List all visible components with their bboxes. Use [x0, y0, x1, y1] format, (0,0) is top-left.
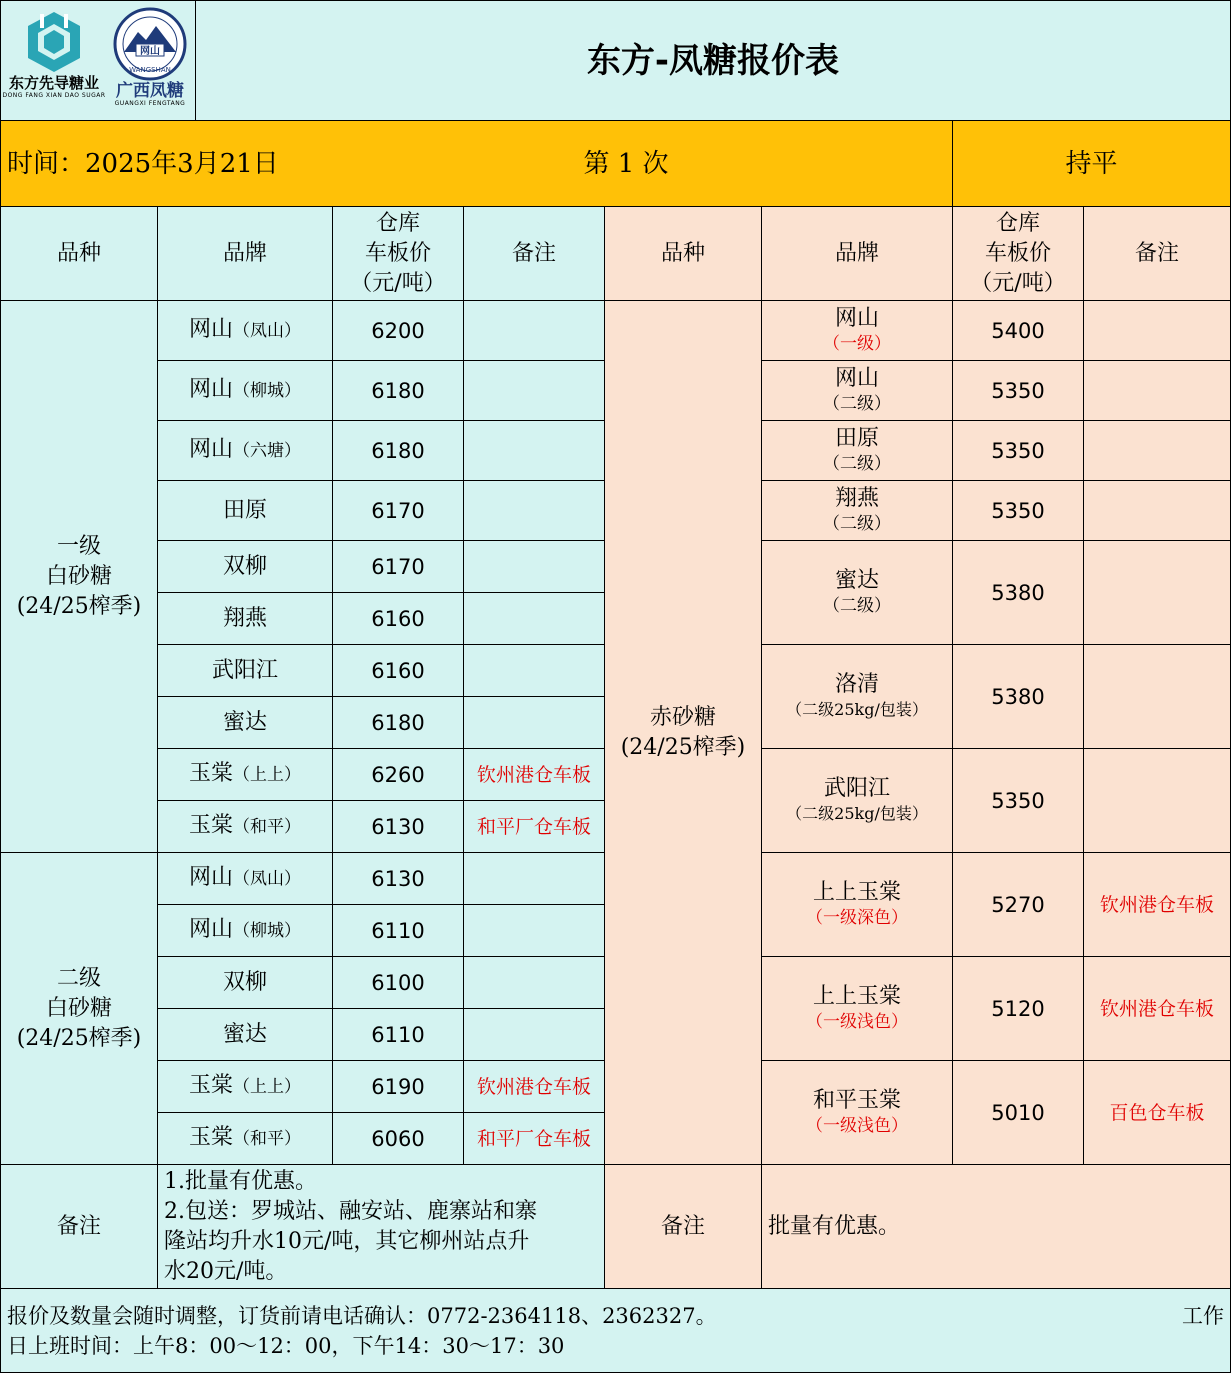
- white-price-cell: 6160: [333, 645, 464, 697]
- white-remark-cell: [464, 361, 605, 421]
- red-brand-name: 田原: [834, 425, 879, 451]
- white-remark-cell: [464, 421, 605, 481]
- white-brand-line: [223, 708, 267, 738]
- red-remark-cell: [1084, 749, 1231, 853]
- red-brand-name: 武阳江: [823, 775, 890, 801]
- white-brand-line: [223, 1020, 267, 1050]
- red-grade-note: （二级）: [823, 595, 891, 616]
- white-brand-line: [189, 315, 301, 346]
- white-price-cell: 6180: [333, 361, 464, 421]
- footer: [0, 1289, 1231, 1373]
- header-variety-left: 品种: [0, 207, 158, 301]
- red-grade-note: （二级25kg/包装）: [786, 803, 928, 823]
- red-remark-cell: [1084, 645, 1231, 749]
- brand-name: 网山: [188, 377, 233, 402]
- dongfang-caption: 东方先导糖业: [8, 74, 99, 92]
- red-price-cell: 5400: [953, 301, 1084, 361]
- white-brand-cell: [158, 1009, 333, 1061]
- header-price-line1: 仓库: [375, 210, 420, 236]
- red-brand-cell: [762, 853, 953, 957]
- white-brand-line: [223, 968, 267, 998]
- white-brand-cell: [158, 749, 333, 801]
- brand-note: （柳城）: [233, 921, 301, 941]
- wangshan-arc-text: WANGSHAN: [129, 66, 171, 74]
- brand-note: （凤山）: [233, 321, 301, 341]
- brand-name: 蜜达: [222, 709, 267, 735]
- white-price-cell: 6110: [333, 905, 464, 957]
- header-brand-right: 品牌: [762, 207, 953, 301]
- dongfang-subcaption: DONG FANG XIAN DAO SUGAR: [2, 92, 106, 99]
- brand-name: 双柳: [222, 969, 267, 995]
- brand-name: 网山: [188, 865, 233, 890]
- red-brand-name: 洛清: [834, 671, 879, 697]
- white-price-cell: 6180: [333, 697, 464, 749]
- brand-name: 玉棠: [188, 1073, 233, 1098]
- red-brand-name: 和平玉棠: [812, 1087, 901, 1113]
- red-remark-cell: [1084, 421, 1231, 481]
- red-remark-cell: 钦州港仓车板: [1084, 853, 1231, 957]
- red-remark-cell: [1084, 541, 1231, 645]
- red-price-cell: 5380: [953, 541, 1084, 645]
- white-brand-cell: [158, 957, 333, 1009]
- brand-name: 玉棠: [188, 813, 233, 838]
- red-brand-cell: [762, 541, 953, 645]
- white-brand-cell: [158, 593, 333, 645]
- white-brand-cell: [158, 361, 333, 421]
- notes-label-right: 备注: [605, 1165, 762, 1289]
- wangshan-badge-text: 网山: [140, 46, 160, 57]
- red-brand-name: 上上玉棠: [812, 879, 901, 905]
- brand-name: 翔燕: [222, 605, 267, 631]
- white-price-cell: 6190: [333, 1061, 464, 1113]
- red-price-cell: 5010: [953, 1061, 1084, 1165]
- brand-note: （上上）: [233, 1077, 301, 1097]
- footer-line1-row: [7, 1301, 1224, 1331]
- brand-name: 网山: [188, 917, 233, 942]
- white-price-cell: 6170: [333, 481, 464, 541]
- white-brand-cell: [158, 1113, 333, 1165]
- white-brand-line: [189, 1071, 301, 1102]
- white-price-cell: 6260: [333, 749, 464, 801]
- header-price-line2: 车板价: [364, 240, 431, 266]
- white-price-cell: 6110: [333, 1009, 464, 1061]
- red-price-cell: 5380: [953, 645, 1084, 749]
- red-brand-cell: [762, 421, 953, 481]
- header-variety-right: 品种: [605, 207, 762, 301]
- white-price-cell: 6130: [333, 801, 464, 853]
- red-price-cell: 5350: [953, 749, 1084, 853]
- red-grade-note: （一级）: [823, 333, 891, 354]
- red-grade-note: （二级25kg/包装）: [786, 699, 928, 719]
- red-grade-note: （二级）: [823, 393, 891, 414]
- white-remark-cell: [464, 853, 605, 905]
- header-brand-left: 品牌: [158, 207, 333, 301]
- fengtang-subcaption: GUANGXI FENGTANG: [114, 100, 186, 107]
- white-brand-line: [212, 656, 278, 686]
- red-remark-cell: [1084, 481, 1231, 541]
- notes-right: 批量有优惠。: [762, 1165, 1231, 1289]
- white-brand-cell: [158, 697, 333, 749]
- white-price-cell: 6180: [333, 421, 464, 481]
- red-grade-note: （一级浅色）: [806, 1115, 908, 1136]
- page-title: 东方-凤糖报价表: [196, 0, 1231, 121]
- white-remark-cell: 钦州港仓车板: [464, 749, 605, 801]
- red-sugar-line1: 赤砂糖: [649, 704, 716, 730]
- grade1-line3: (24/25榨季): [16, 593, 142, 619]
- white-brand-cell: [158, 853, 333, 905]
- header-price-line1: 仓库: [995, 210, 1040, 236]
- white-remark-cell: [464, 1009, 605, 1061]
- red-brand-cell: [762, 957, 953, 1061]
- notes-left-line2: 2.包送：罗城站、融安站、鹿寨站和寨: [164, 1199, 537, 1224]
- grade1-line2: 白砂糖: [45, 563, 112, 589]
- grade2-line3: (24/25榨季): [16, 1025, 142, 1051]
- header-remark-left: 备注: [464, 207, 605, 301]
- red-brand-name: 上上玉棠: [812, 983, 901, 1009]
- footer-line2: 日上班时间：上午8：00～12：00，下午14：30～17：30: [7, 1333, 565, 1358]
- red-price-cell: 5270: [953, 853, 1084, 957]
- grade2-line2: 白砂糖: [45, 995, 112, 1021]
- brand-note: （六塘）: [233, 441, 301, 461]
- red-brand-name: 蜜达: [834, 567, 879, 593]
- red-remark-cell: [1084, 301, 1231, 361]
- white-brand-line: [189, 915, 301, 946]
- brand-note: （柳城）: [233, 381, 301, 401]
- grade1-line1: 一级: [56, 533, 101, 559]
- header-price-right: [953, 207, 1084, 301]
- brand-name: 网山: [188, 317, 233, 342]
- notes-left: [158, 1165, 605, 1289]
- white-brand-line: [223, 604, 267, 634]
- white-remark-cell: [464, 481, 605, 541]
- white-brand-cell: [158, 541, 333, 593]
- header-price-line2: 车板价: [984, 240, 1051, 266]
- white-price-cell: 6130: [333, 853, 464, 905]
- white-remark-cell: 钦州港仓车板: [464, 1061, 605, 1113]
- red-grade-note: （一级深色）: [806, 907, 908, 928]
- dongfang-logo: [2, 10, 106, 100]
- white-remark-cell: 和平厂仓车板: [464, 801, 605, 853]
- white-brand-line: [189, 759, 301, 790]
- brand-name: 双柳: [222, 553, 267, 579]
- white-brand-line: [189, 811, 301, 842]
- notes-left-line1: 1.批量有优惠。: [164, 1169, 317, 1194]
- white-price-cell: 6100: [333, 957, 464, 1009]
- white-remark-cell: [464, 301, 605, 361]
- white-price-cell: 6060: [333, 1113, 464, 1165]
- white-price-cell: 6170: [333, 541, 464, 593]
- red-brand-name: 网山: [834, 365, 879, 391]
- header-price-line3: （元/吨）: [350, 270, 446, 296]
- white-remark-cell: 和平厂仓车板: [464, 1113, 605, 1165]
- white-remark-cell: [464, 905, 605, 957]
- white-brand-line: [223, 496, 267, 526]
- red-brand-cell: [762, 1061, 953, 1165]
- brand-note: （和平）: [233, 1129, 301, 1149]
- notes-label-left: 备注: [0, 1165, 158, 1289]
- white-brand-line: [189, 375, 301, 406]
- white-brand-cell: [158, 481, 333, 541]
- red-remark-cell: 百色仓车板: [1084, 1061, 1231, 1165]
- red-sugar-line2: (24/25榨季): [620, 734, 746, 760]
- red-grade-note: （二级）: [823, 453, 891, 474]
- white-brand-cell: [158, 645, 333, 697]
- brand-name: 田原: [222, 497, 267, 523]
- red-brand-cell: [762, 301, 953, 361]
- red-price-cell: 5120: [953, 957, 1084, 1061]
- white-remark-cell: [464, 541, 605, 593]
- white-brand-line: [223, 552, 267, 582]
- red-price-cell: 5350: [953, 361, 1084, 421]
- fengtang-caption: 广西凤糖: [116, 81, 184, 101]
- white-brand-line: [189, 863, 301, 894]
- date-label: 时间：2025年3月21日: [0, 121, 300, 207]
- red-brand-cell: [762, 749, 953, 853]
- notes-left-line4: 水20元/吨。: [164, 1259, 288, 1284]
- brand-name: 玉棠: [188, 761, 233, 786]
- red-brand-name: 网山: [834, 305, 879, 331]
- notes-left-line3: 隆站均升水10元/吨，其它柳州站点升: [164, 1229, 530, 1254]
- red-remark-cell: [1084, 361, 1231, 421]
- brand-note: （和平）: [233, 817, 301, 837]
- white-brand-cell: [158, 801, 333, 853]
- red-brand-cell: [762, 361, 953, 421]
- fengtang-logo: [106, 6, 194, 108]
- grade2-variety: [0, 853, 158, 1165]
- dongfang-mark-icon: [26, 10, 82, 74]
- white-brand-cell: [158, 1061, 333, 1113]
- red-sugar-variety: [605, 301, 762, 1165]
- white-remark-cell: [464, 593, 605, 645]
- red-grade-note: （二级）: [823, 513, 891, 534]
- brand-note: （上上）: [233, 765, 301, 785]
- red-remark-cell: 钦州港仓车板: [1084, 957, 1231, 1061]
- red-grade-note: （一级浅色）: [806, 1011, 908, 1032]
- white-brand-cell: [158, 905, 333, 957]
- brand-name: 蜜达: [222, 1021, 267, 1047]
- red-price-cell: 5350: [953, 421, 1084, 481]
- white-remark-cell: [464, 645, 605, 697]
- brand-name: 玉棠: [188, 1125, 233, 1150]
- brand-name: 网山: [188, 437, 233, 462]
- red-price-cell: 5350: [953, 481, 1084, 541]
- footer-line1: 报价及数量会随时调整，订货前请电话确认：0772-2364118、2362327。: [7, 1303, 717, 1328]
- red-brand-cell: [762, 481, 953, 541]
- white-brand-cell: [158, 421, 333, 481]
- white-brand-cell: [158, 301, 333, 361]
- white-price-cell: 6200: [333, 301, 464, 361]
- header-price-line3: （元/吨）: [970, 270, 1066, 296]
- white-brand-line: [189, 1123, 301, 1154]
- grade1-variety: [0, 301, 158, 853]
- white-remark-cell: [464, 957, 605, 1009]
- red-brand-name: 翔燕: [834, 485, 879, 511]
- red-brand-cell: [762, 645, 953, 749]
- header-price-left: [333, 207, 464, 301]
- grade2-line1: 二级: [56, 965, 101, 991]
- white-brand-line: [189, 435, 301, 466]
- brand-note: （凤山）: [233, 869, 301, 889]
- footer-line1-right: 工作: [1182, 1303, 1224, 1328]
- round-label: 第 1 次: [300, 121, 953, 207]
- wangshan-badge-icon: [112, 6, 188, 82]
- white-remark-cell: [464, 697, 605, 749]
- trend-label: 持平: [953, 121, 1231, 207]
- brand-name: 武阳江: [211, 657, 278, 683]
- header-remark-right: 备注: [1084, 207, 1231, 301]
- white-price-cell: 6160: [333, 593, 464, 645]
